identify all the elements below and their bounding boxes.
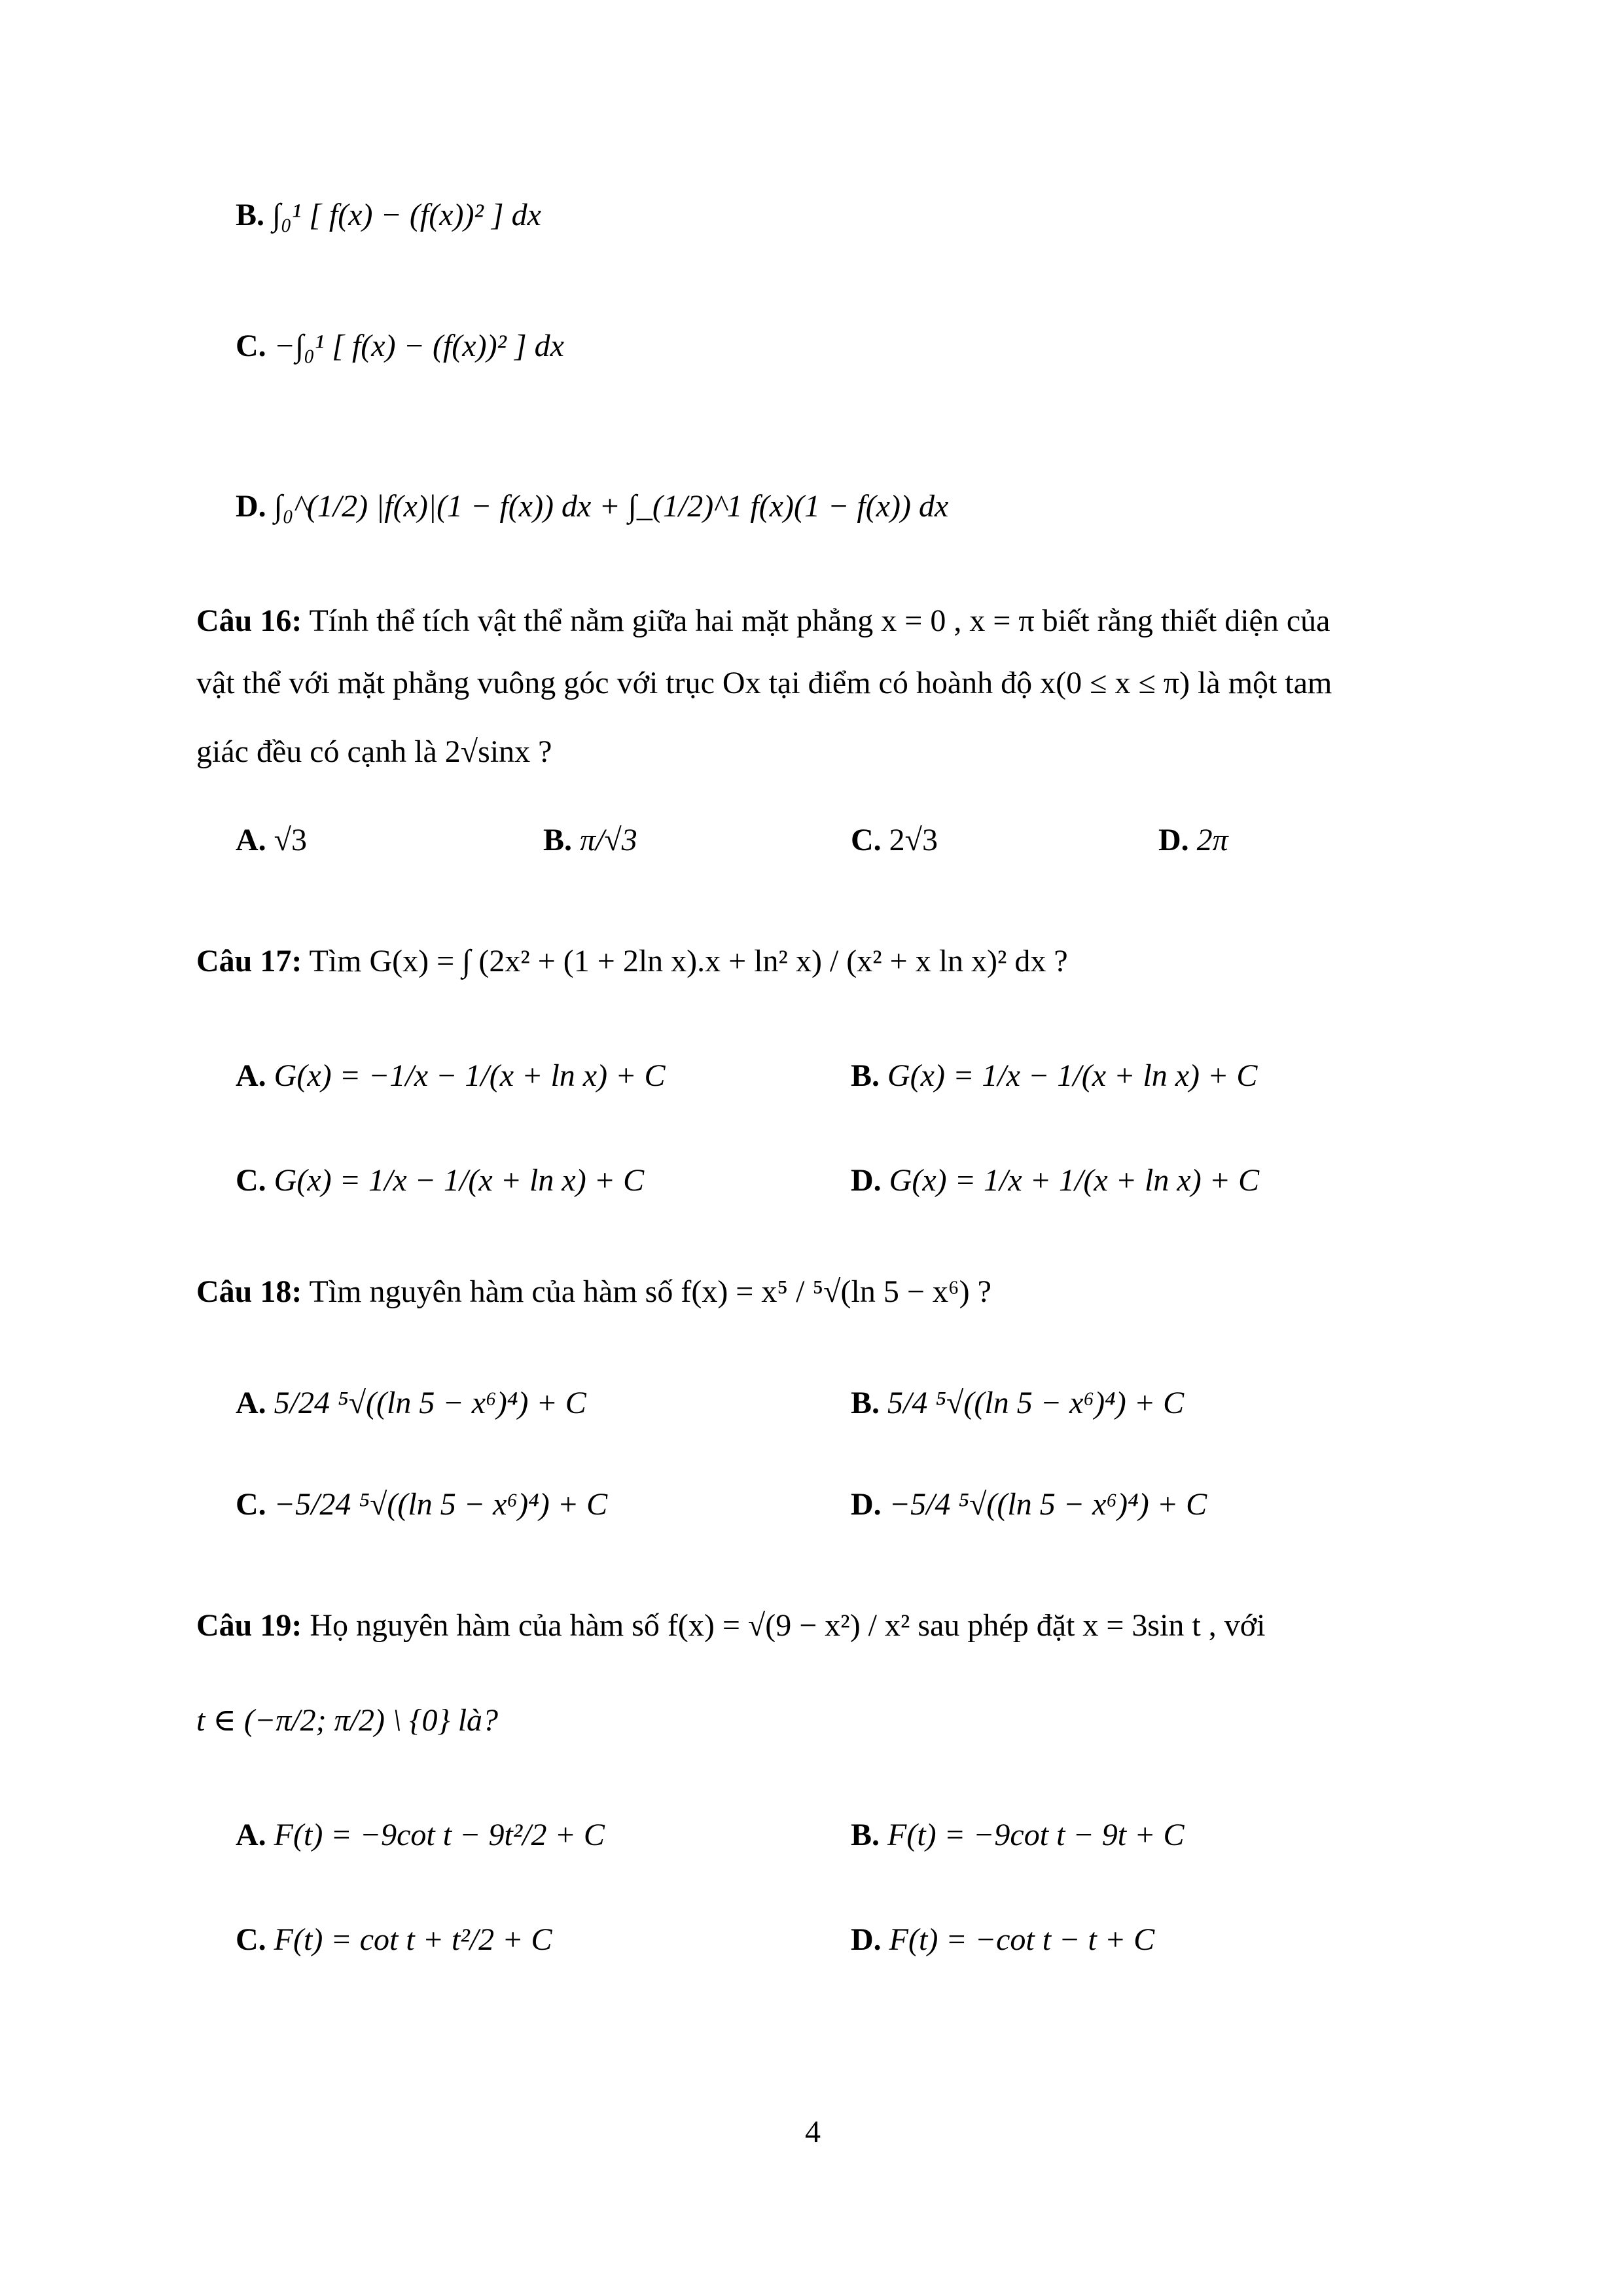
option-text: √3 — [274, 823, 308, 857]
q15-option-b — [236, 196, 541, 234]
question-label: Câu 16: — [196, 603, 302, 638]
q19-line-1 — [196, 1607, 1265, 1645]
question-text: giác đều có cạnh là 2√sinx ? — [196, 734, 552, 769]
option-expression: ∫₀^(1/2) |f(x)|(1 − f(x)) dx + ∫_(1/2)^1 f(x)(1 − f(x)) dx — [274, 489, 949, 524]
q16-option-a — [236, 821, 307, 859]
option-text: 5/4 ⁵√((ln 5 − x⁶)⁴) + C — [887, 1386, 1185, 1420]
option-label: B. — [851, 1818, 880, 1852]
q19-line-2 — [196, 1702, 498, 1740]
option-text: 2√3 — [889, 823, 938, 857]
option-label: B. — [851, 1058, 880, 1093]
q19-option-d — [851, 1921, 1154, 1959]
q17-option-a — [236, 1057, 665, 1095]
q15-option-d — [236, 488, 948, 526]
q18-option-c — [236, 1486, 607, 1524]
option-label: C. — [236, 1163, 266, 1198]
question-text: Họ nguyên hàm của hàm số f(x) = √(9 − x²) / x² sau phép đặt x = 3sin t , với — [310, 1608, 1266, 1643]
q15-option-c — [236, 327, 564, 365]
question-text: t ∈ (−π/2; π/2) \ {0} là? — [196, 1703, 499, 1738]
question-label: Câu 19: — [196, 1608, 302, 1643]
question-text: vật thể với mặt phẳng vuông góc với trục Ox tại điểm có hoành độ x(0 ≤ x ≤ π) là một tam — [196, 666, 1332, 700]
question-text: Tìm nguyên hàm của hàm số f(x) = x⁵ / ⁵√(ln 5 − x⁶) ? — [309, 1274, 991, 1309]
option-label: C. — [236, 329, 266, 363]
option-text: F(t) = −9cot t − 9t + C — [887, 1818, 1185, 1852]
option-label: D. — [236, 489, 266, 524]
question-text: Tìm G(x) = ∫ (2x² + (1 + 2ln x).x + ln² x) / (x² + x ln x)² dx ? — [309, 944, 1068, 978]
option-label: D. — [851, 1922, 882, 1957]
option-expression: −∫₀¹ [ f(x) − (f(x))² ] dx — [274, 329, 564, 363]
question-label: Câu 18: — [196, 1274, 302, 1309]
option-label: B. — [236, 198, 265, 232]
option-text: −5/24 ⁵√((ln 5 − x⁶)⁴) + C — [274, 1487, 608, 1522]
q19-option-a — [236, 1816, 605, 1854]
q16-line-3 — [196, 733, 552, 771]
option-text: π/√3 — [580, 823, 637, 857]
q19-option-b — [851, 1816, 1185, 1854]
option-label: A. — [236, 1058, 266, 1093]
option-label: B. — [543, 823, 573, 857]
option-label: C. — [236, 1487, 266, 1522]
option-label: C. — [851, 823, 882, 857]
page-number: 4 — [805, 2115, 821, 2149]
option-text: G(x) = 1/x − 1/(x + ln x) + C — [274, 1163, 645, 1198]
option-text: F(t) = −cot t − t + C — [889, 1922, 1155, 1957]
q16-line-1 — [196, 602, 1330, 640]
option-text: 2π — [1196, 823, 1228, 857]
question-label: Câu 17: — [196, 944, 302, 978]
q18-option-b — [851, 1384, 1184, 1422]
option-label: D. — [851, 1487, 882, 1522]
q17-question — [196, 942, 1068, 980]
option-expression: ∫₀¹ [ f(x) − (f(x))² ] dx — [272, 198, 541, 232]
option-text: F(t) = −9cot t − 9t²/2 + C — [274, 1818, 605, 1852]
option-label: D. — [1158, 823, 1189, 857]
q16-line-2 — [196, 664, 1332, 702]
q16-option-b — [543, 821, 637, 859]
option-text: F(t) = cot t + t²/2 + C — [274, 1922, 552, 1957]
question-text: Tính thể tích vật thể nằm giữa hai mặt phẳng x = 0 , x = π biết rằng thiết diện của — [309, 603, 1330, 638]
q18-option-a — [236, 1384, 586, 1422]
option-text: 5/24 ⁵√((ln 5 − x⁶)⁴) + C — [274, 1386, 586, 1420]
option-label: D. — [851, 1163, 882, 1198]
option-text: G(x) = 1/x − 1/(x + ln x) + C — [887, 1058, 1258, 1093]
q19-option-c — [236, 1921, 552, 1959]
q16-option-c — [851, 821, 938, 859]
option-label: A. — [236, 823, 266, 857]
q18-question — [196, 1273, 991, 1311]
q17-option-d — [851, 1162, 1259, 1200]
q16-option-d — [1158, 821, 1228, 859]
q18-option-d — [851, 1486, 1207, 1524]
option-label: B. — [851, 1386, 880, 1420]
q17-option-b — [851, 1057, 1257, 1095]
option-label: A. — [236, 1386, 266, 1420]
option-label: A. — [236, 1818, 266, 1852]
q17-option-c — [236, 1162, 644, 1200]
option-text: G(x) = −1/x − 1/(x + ln x) + C — [274, 1058, 666, 1093]
option-label: C. — [236, 1922, 266, 1957]
option-text: G(x) = 1/x + 1/(x + ln x) + C — [889, 1163, 1260, 1198]
option-text: −5/4 ⁵√((ln 5 − x⁶)⁴) + C — [889, 1487, 1207, 1522]
